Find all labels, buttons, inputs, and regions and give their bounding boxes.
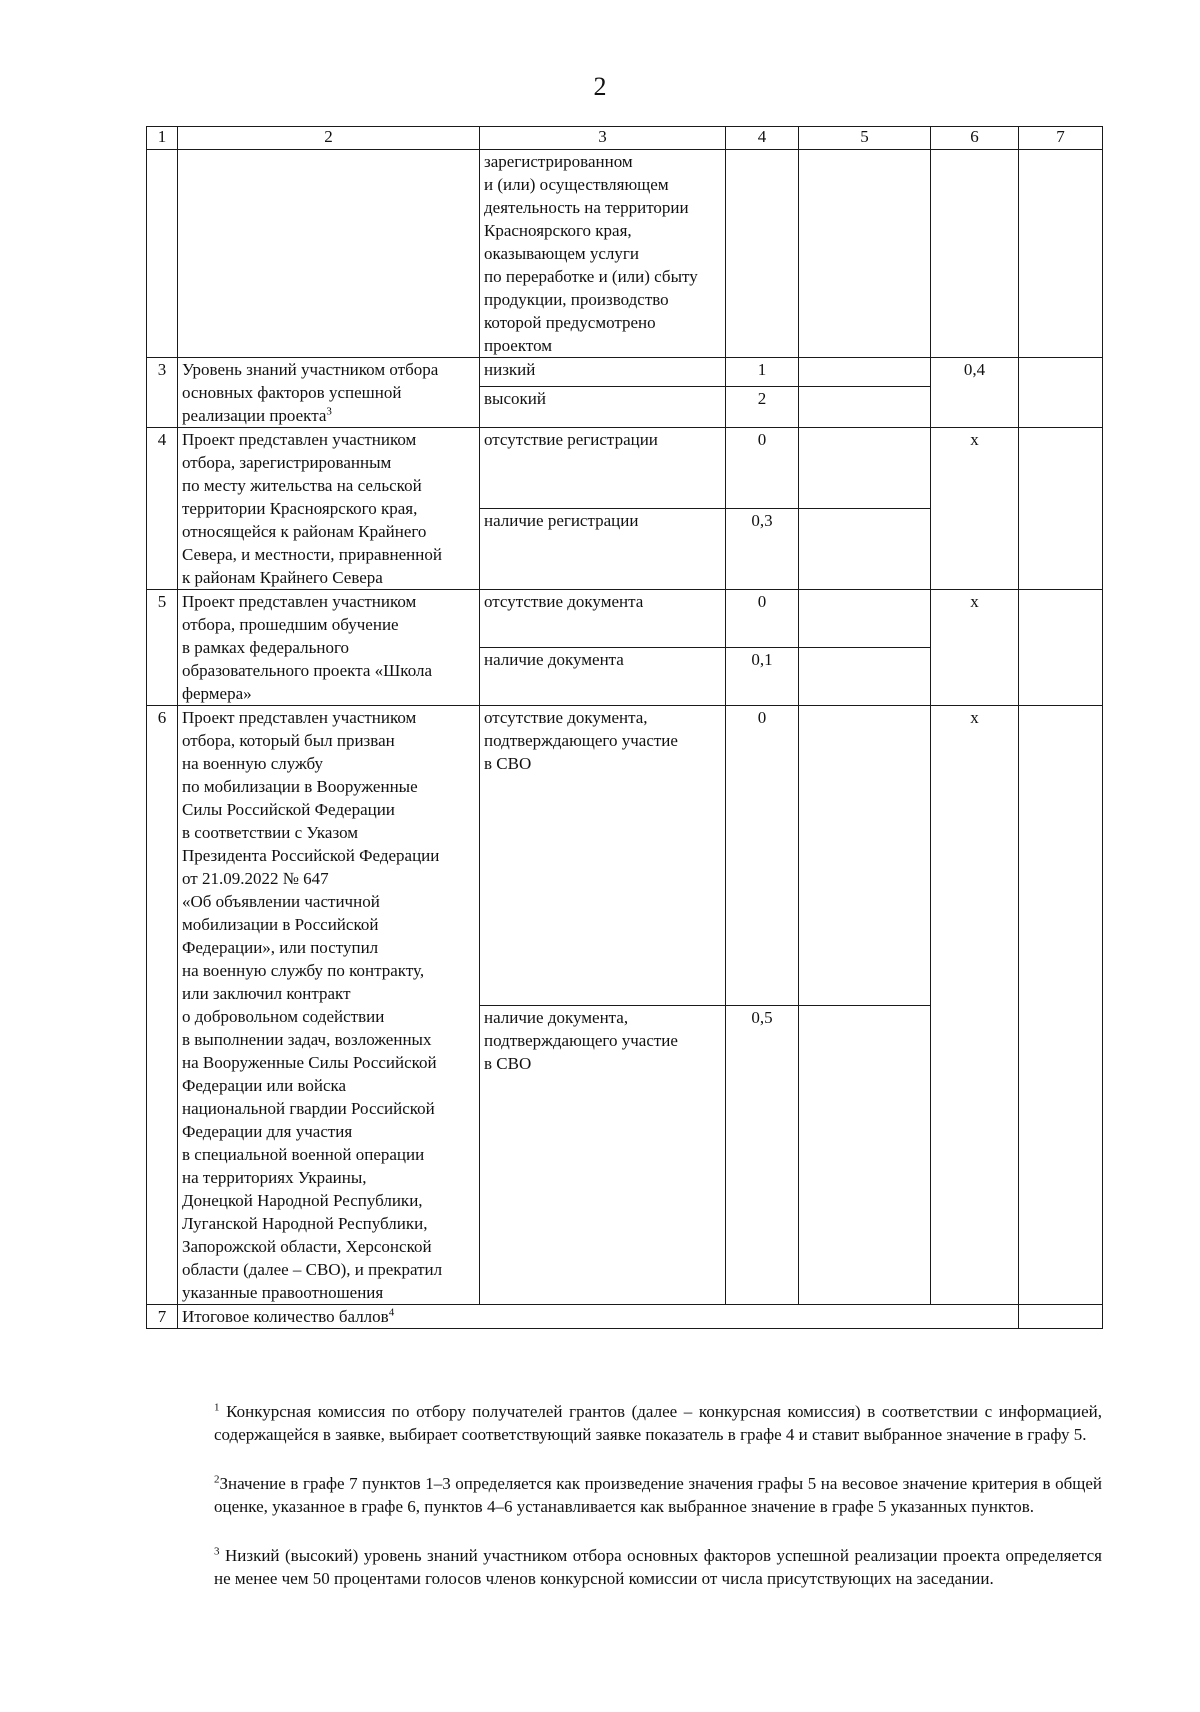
footnote-1 [146,1400,1102,1446]
selected-value-cell [799,358,931,387]
result-cell [1019,150,1103,358]
indicator-cell: низкий [480,358,726,387]
table-row [147,706,1103,1006]
column-header: 3 [480,127,726,150]
footnote-mark: 3 [214,1545,220,1558]
table-row [147,590,1103,648]
score-cell: 0,3 [726,509,799,590]
weight-cell: х [931,428,1019,590]
column-header: 7 [1019,127,1103,150]
score-cell: 0,1 [726,648,799,706]
weight-cell: х [931,706,1019,1305]
score-cell: 0,5 [726,1005,799,1305]
footnote-3 [146,1544,1102,1590]
total-label: Итоговое количество баллов [182,1307,389,1326]
column-header: 1 [147,127,178,150]
weight-cell [931,150,1019,358]
criterion-cell: Проект представлен участником отбора, зарегистрированным по месту жительства на сельской территории Красноярского края, относящейся к районам Крайнего Севера, и местности, приравненной к районам Крайнего Севера [178,428,480,590]
column-header: 5 [799,127,931,150]
result-cell [1019,1305,1103,1329]
footnote-2-body [146,1472,1102,1518]
column-header: 4 [726,127,799,150]
footnote-3-body [146,1544,1102,1590]
footnote-mark: 1 [214,1401,220,1414]
table-row [147,358,1103,387]
row-number: 4 [147,428,178,590]
indicator-cell: отсутствие документа, подтверждающего участие в СВО [480,706,726,1006]
score-cell: 0 [726,590,799,648]
footnote-ref: 3 [326,405,332,418]
score-cell: 1 [726,358,799,387]
weight-cell: 0,4 [931,358,1019,428]
footnote-text: Значение в графе 7 пунктов 1–3 определяется как произведение значения графы 5 на весовое значение критерия в общей оценке, указанное в графе 6, пунктов 4–6 устанавливается как выбранное значение в графе 5 указанных пунктов. [214,1474,1102,1516]
selected-value-cell [799,387,931,428]
table-row-continued [147,150,1103,358]
criterion-cell [178,1305,1019,1329]
row-number [147,150,178,358]
table-header-row [147,127,1103,150]
row-number: 6 [147,706,178,1305]
footnote-text: Конкурсная комиссия по отбору получателей грантов (далее – конкурсная комиссия) в соответствии с информацией, содержащейся в заявке, выбирает соответствующий заявке показатель в графе 4 и ставит выбранное значение в графу 5. [214,1402,1103,1444]
score-cell: 2 [726,387,799,428]
weight-cell: х [931,590,1019,706]
footnote-text: Низкий (высокий) уровень знаний участником отбора основных факторов успешной реализации проекта определяется не менее чем 50 процентами голосов членов конкурсной комиссии от числа присутствующих на заседании. [214,1546,1102,1588]
indicator-cell: высокий [480,387,726,428]
selected-value-cell [799,590,931,648]
footnote-mark: 2 [214,1473,220,1486]
criterion-text: Уровень знаний участником отбора основных факторов успешной реализации проекта [182,360,439,425]
table-row [147,428,1103,509]
selected-value-cell [799,1005,931,1305]
selected-value-cell [799,706,931,1006]
score-cell: 0 [726,428,799,509]
score-cell: 0 [726,706,799,1006]
page-number: 2 [593,72,607,101]
result-cell [1019,358,1103,428]
criterion-cell: Проект представлен участником отбора, прошедшим обучение в рамках федерального образовательного проекта «Школа фермера» [178,590,480,706]
selected-value-cell [799,648,931,706]
footnote-1-body [146,1400,1102,1446]
criterion-cell: Проект представлен участником отбора, который был призван на военную службу по мобилизации в Вооруженные Силы Российской Федерации в соответствии с Указом Президента Российской Федерации от 21.09.2022 № 647 «Об объявлении частичной мобилизации в Российской Федерации», или поступил на военную службу по контракту, или заключил контракт о добровольном содействии в выполнении задач, возложенных на Вооруженные Силы Российской Федерации или войска национальной гвардии Российской Федерации для участия в специальной военной операции на территориях Украины, Донецкой Народной Республики, Луганской Народной Республики, Запорожской области, Херсонской области (далее – СВО), и прекратил указанные правоотношения [178,706,480,1305]
score-cell [726,150,799,358]
indicator-cell: отсутствие документа [480,590,726,648]
column-header: 2 [178,127,480,150]
indicator-cell: отсутствие регистрации [480,428,726,509]
indicator-cell: зарегистрированном и (или) осуществляющем деятельность на территории Красноярского края, оказывающем услуги по переработке и (или) сбыту продукции, производство которой предусмотрено проектом [480,150,726,358]
row-number: 3 [147,358,178,428]
selected-value-cell [799,428,931,509]
criteria-table [146,126,1103,1329]
criterion-cell [178,358,480,428]
result-cell [1019,590,1103,706]
row-number: 5 [147,590,178,706]
selected-value-cell [799,509,931,590]
footnote-ref: 4 [388,1306,395,1319]
result-cell [1019,428,1103,590]
column-header: 6 [931,127,1019,150]
result-cell [1019,706,1103,1305]
row-number: 7 [147,1305,178,1329]
indicator-cell: наличие документа [480,648,726,706]
indicator-cell: наличие документа, подтверждающего участие в СВО [480,1005,726,1305]
selected-value-cell [799,150,931,358]
indicator-cell: наличие регистрации [480,509,726,590]
criterion-cell [178,150,480,358]
table-row-total [147,1305,1103,1329]
footnote-2 [146,1472,1102,1518]
